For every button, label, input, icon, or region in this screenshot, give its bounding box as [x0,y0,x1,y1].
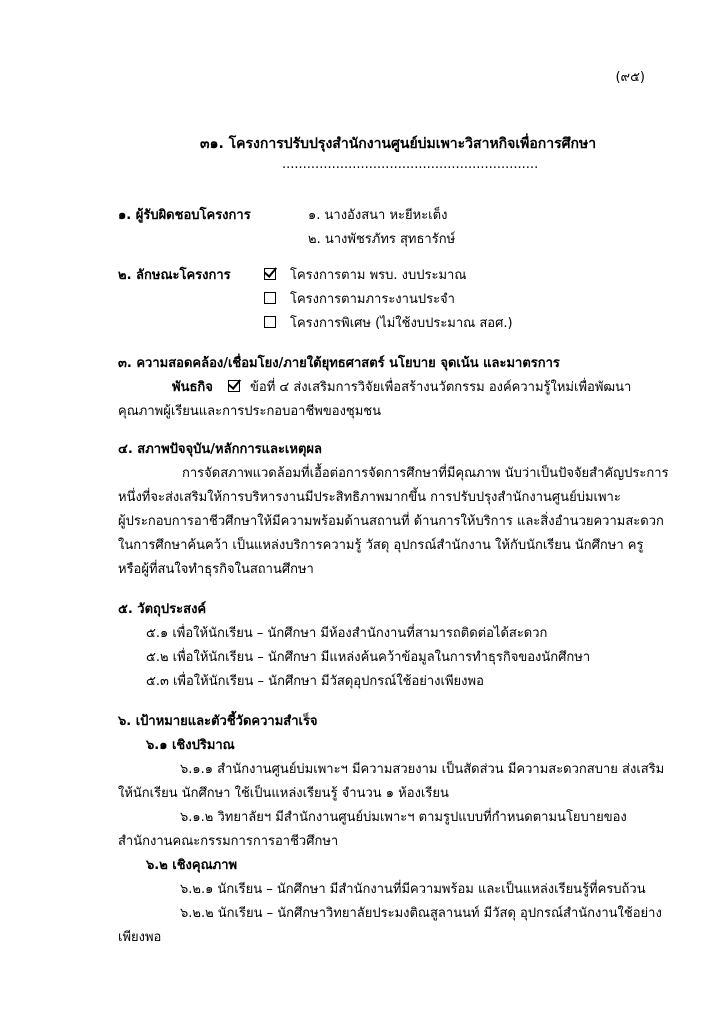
section-1-heading: ๑. ผู้รับผิดชอบโครงการ [118,208,251,223]
page-number: (๙๕) [615,70,645,85]
qualitative-item-2: ๖.๒.๒ นักเรียน – นักศึกษาวิทยาลัยประมงติณสูลานนท์ มีวัสดุ อุปกรณ์สำนักงานใช้อย่าง [180,906,662,921]
section-3-heading: ๓. ความสอดคล้อง/เชื่อมโยง/ภายใต้ยุทธศาสตร์ นโยบาย จุดเน้น และมาตรการ [118,356,560,371]
checkbox-checked-icon [228,380,240,392]
quantitative-item-1-cont: ให้นักเรียน นักศึกษา ใช้เป็นแหล่งเรียนรู้ จำนวน ๑ ห้องเรียน [118,786,449,801]
objective-item-2: ๕.๒ เพื่อให้นักเรียน – นักศึกษา มีแหล่งค้นคว้าข้อมูลในการทำธุรกิจของนักศึกษา [146,650,591,665]
quantitative-heading: ๖.๑ เชิงปริมาณ [146,738,235,753]
mission-text-cont: คุณภาพผู้เรียนและการประกอบอาชีพของชุมชน [118,404,382,419]
rationale-line-1: การจัดสภาพแวดล้อมที่เอื้อต่อการจัดการศึกษาที่มีคุณภาพ นับว่าเป็นปัจจัยสำคัญประการ [182,466,669,481]
project-type-option-3: โครงการพิเศษ (ไม่ใช้งบประมาณ สอศ.) [290,316,513,331]
objective-item-3: ๕.๓ เพื่อให้นักเรียน – นักศึกษา มีวัสดุอุปกรณ์ใช้อย่างเพียงพอ [146,674,484,689]
checkbox-empty-icon [264,292,276,304]
section-4-heading: ๔. สภาพปัจจุบัน/หลักการและเหตุผล [118,442,322,457]
quantitative-item-1: ๖.๑.๑ สำนักงานศูนย์บ่มเพาะฯ มีความสวยงาม เป็นสัดส่วน มีความสะดวกสบาย ส่งเสริม [180,762,665,777]
mission-label: พันธกิจ [172,380,213,395]
qualitative-item-2-cont: เพียงพอ [118,930,162,945]
quantitative-item-2: ๖.๑.๒ วิทยาลัยฯ มีสำนักงานศูนย์บ่มเพาะฯ ตามรูปแบบที่กำหนดตามนโยบายของ [180,810,627,825]
section-5-heading: ๕. วัตถุประสงค์ [118,602,207,617]
checkbox-checked-icon [264,268,276,280]
checkbox-empty-icon [264,316,276,328]
responsible-person-2: ๒. นางพัชรภัทร สุทธารักษ์ [308,232,456,247]
rationale-line-5: หรือผู้ที่สนใจทำธุรกิจในสถานศึกษา [118,562,314,577]
quantitative-item-2-cont: สำนักงานคณะกรรมการการอาชีวศึกษา [118,834,339,849]
qualitative-item-1: ๖.๒.๑ นักเรียน – นักศึกษา มีสำนักงานที่มีความพร้อม และเป็นแหล่งเรียนรู้ที่ครบถ้วน [180,882,646,897]
objective-item-1: ๕.๑ เพื่อให้นักเรียน – นักศึกษา มีห้องสำนักงานที่สามารถติดต่อได้สะดวก [146,626,548,641]
responsible-person-1: ๑. นางอังสนา หะยีหะเต็ง [308,208,448,223]
title-underline: .............................................................. [282,157,539,172]
rationale-line-3: ผู้ประกอบการอาชีวศึกษาให้มีความพร้อมด้านสถานที่ ด้านการให้บริการ และสิ่งอำนวยความสะดวก [118,514,664,529]
project-type-option-1: โครงการตาม พรบ. งบประมาณ [290,268,467,283]
rationale-line-2: หนึ่งที่จะส่งเสริมให้การบริหารงานมีประสิทธิภาพมากขึ้น การปรับปรุงสำนักงานศูนย์บ่มเพาะ [118,490,621,505]
mission-text: ข้อที่ ๔ ส่งเสริมการวิจัยเพื่อสร้างนวัตกรรม องค์ความรู้ใหม่เพื่อพัฒนา [250,380,632,395]
qualitative-heading: ๖.๒ เชิงคุณภาพ [146,858,238,873]
project-type-option-2: โครงการตามภาระงานประจำ [290,292,455,307]
rationale-line-4: ในการศึกษาค้นคว้า เป็นแหล่งบริการความรู้ วัสดุ อุปกรณ์สำนักงาน ให้กับนักเรียน นักศึกษา ครู [118,538,644,553]
page-title: ๓๑. โครงการปรับปรุงสำนักงานศูนย์บ่มเพาะวิสาหกิจเพื่อการศึกษา [200,136,597,152]
section-6-heading: ๖. เป้าหมายและตัวชี้วัดความสำเร็จ [118,714,318,729]
section-2-heading: ๒. ลักษณะโครงการ [118,268,231,283]
